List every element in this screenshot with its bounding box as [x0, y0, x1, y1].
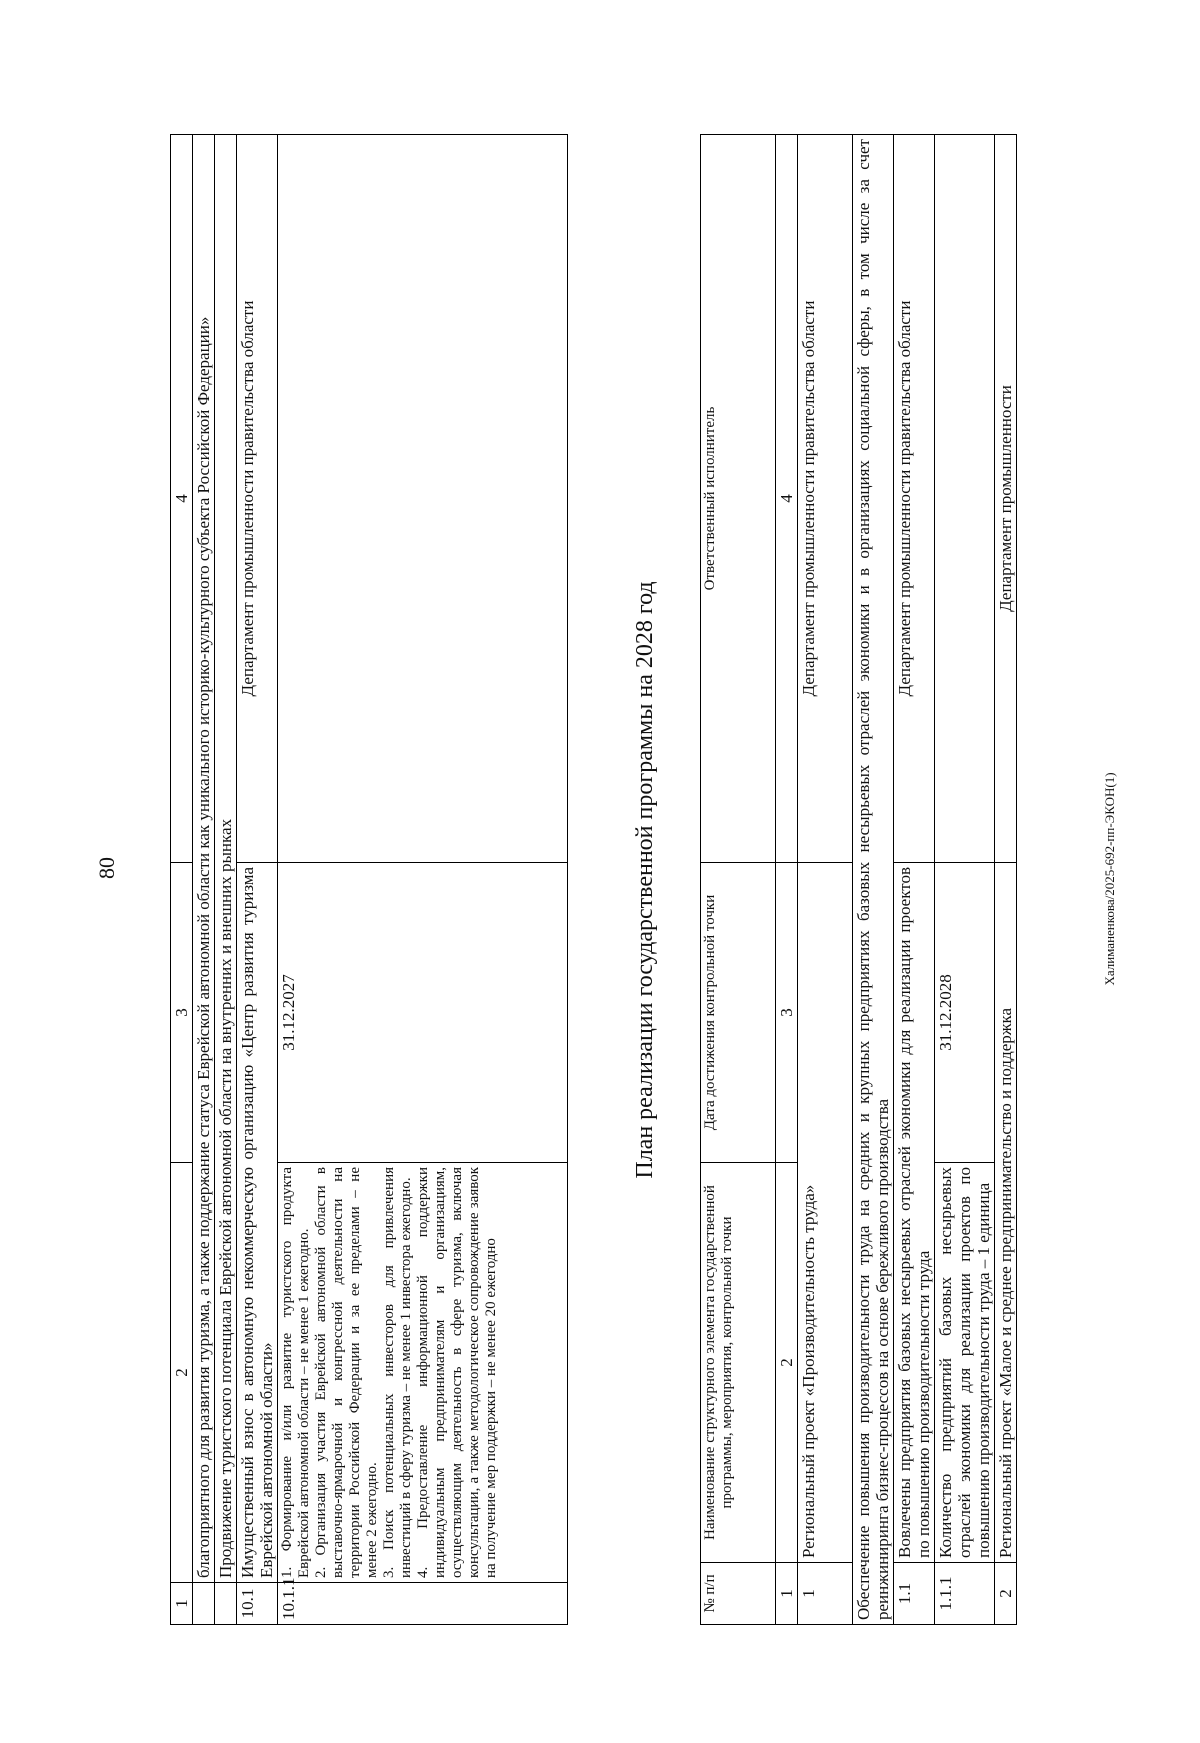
section-row — [215, 135, 237, 1625]
row-text: Вовлечены предприятия базовых несырьевых отраслей экономики для реализации проектов по повышению производительности труда — [894, 863, 935, 1563]
row-text: Имущественный взнос в автономную некоммерческую организацию «Центр развития туризма Еврейской автономной области» — [237, 863, 278, 1583]
header-executor: Ответственный исполнитель — [701, 135, 776, 863]
row-number: 1.1 — [894, 1563, 935, 1625]
section-title: Продвижение туристского потенциала Еврейской автономной области на внутренних и внешних рынках — [215, 135, 237, 1583]
row-text: Региональный проект «Малое и среднее предпринимательство и поддержка — [995, 863, 1017, 1563]
row-number: 1 — [798, 1563, 853, 1625]
executor-cell: Департамент промышленности правительства области — [798, 135, 853, 863]
list-item: 3. Поиск потенциальных инвесторов для привлечения инвестиций в сферу туризма – не менее 1 инвестора ежегодно. — [381, 1167, 414, 1578]
table-row — [237, 135, 278, 1625]
table-header-row — [171, 135, 193, 1625]
header-name: Наименование структурного элемента государственной программы, мероприятия, контрольной точки — [701, 1163, 776, 1563]
executor-cell: Департамент промышленности — [995, 135, 1017, 863]
header-date: Дата достижения контрольной точки — [701, 863, 776, 1163]
table-row — [894, 135, 935, 1625]
executor-cell: Департамент промышленности правительства области — [237, 135, 278, 863]
col-number: 3 — [776, 863, 798, 1163]
row-number: 1.1.1 — [935, 1563, 995, 1625]
table-header-row — [701, 135, 776, 1625]
row-number: 10.1.1 — [278, 1583, 568, 1625]
header-cell: 3 — [171, 863, 193, 1163]
table-row — [995, 135, 1017, 1625]
footer-code: Халиманенкова/2025-692-пп-ЭКОН(1) — [1102, 772, 1117, 986]
list-item: 2. Организация участия Еврейской автономной области в выставочно-ярмарочной и конгрессной деятельности на территории Российской Федерации и за ее пределами – не менее 2 ежегодно. — [313, 1167, 380, 1578]
date-cell: 31.12.2027 — [278, 863, 568, 1163]
header-cell: 4 — [171, 135, 193, 863]
table-row — [278, 135, 568, 1625]
col-number: 1 — [776, 1563, 798, 1625]
header-cell: 1 — [171, 1583, 193, 1625]
goal-row — [853, 135, 894, 1625]
page-number: 80 — [94, 857, 119, 879]
row-text: Количество предприятий базовых несырьевых отраслей экономики для реализации проектов по повышению производительности труда – 1 единица — [935, 1163, 995, 1563]
continued-text: благоприятного для развития туризма, а также поддержание статуса Еврейской автономной области как уникального историко-культурного субъекта Российской Федерации» — [193, 135, 215, 1583]
plan-title: План реализации государственной программы на 2028 год — [632, 581, 658, 1179]
plan-table — [700, 134, 1017, 1625]
column-numbers-row — [776, 135, 798, 1625]
table-row — [798, 135, 853, 1625]
row-number: 2 — [995, 1563, 1017, 1625]
list-item: 1. Формирование и/или развитие туристского продукта Еврейской автономной области – не менее 1 ежегодно. — [279, 1167, 312, 1578]
header-cell: 2 — [171, 1163, 193, 1583]
table-row — [193, 135, 215, 1625]
table-row — [935, 135, 995, 1625]
goal-text: Обеспечение повышения производительности труда на средних и крупных предприятиях базовых несырьевых отраслей экономики и в организациях социальной сферы, в том числе за счет реинжиниринга бизнес-процессов на основе бережливого производства — [853, 135, 894, 1625]
row-text: Региональный проект «Производительность труда» — [798, 863, 853, 1563]
date-cell: 31.12.2028 — [935, 863, 995, 1163]
col-number: 4 — [776, 135, 798, 863]
row-number: 10.1 — [237, 1583, 278, 1625]
list-item: 4. Предоставление информационной поддержки индивидуальным предпринимателям и организациям, осуществляющим деятельность в сфере туризма, включая консультации, а также методологическое сопровождение заявок на получение мер поддержки – не менее 20 ежегодно — [415, 1167, 499, 1578]
col-number: 2 — [776, 1163, 798, 1563]
executor-cell: Департамент промышленности правительства области — [894, 135, 935, 863]
header-num: № п/п — [701, 1563, 776, 1625]
continuation-table — [170, 134, 568, 1625]
rotated-page-content — [170, 135, 1110, 1625]
row-items — [278, 1163, 568, 1583]
